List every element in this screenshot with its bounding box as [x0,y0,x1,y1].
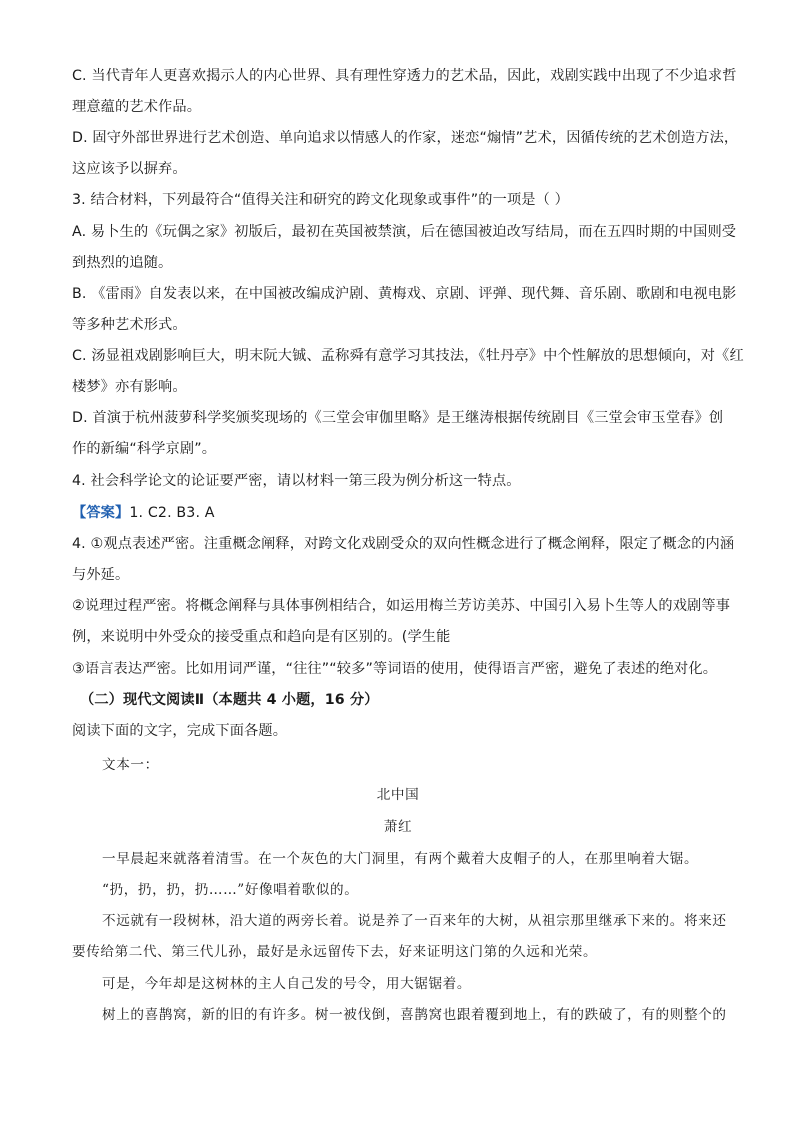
q3-option-d-line-1: D. 首演于杭州菠萝科学奖颁奖现场的《三堂会审伽里略》是王继涛根据传统剧目《三堂会审玉堂春》创 [72,410,724,426]
q2-option-c-line-2: 理意蕴的艺术作品。 [72,99,202,115]
q3-stem: 3. 结合材料，下列最符合“值得关注和研究的跨文化现象或事件”的一项是（ ） [72,192,569,208]
text1-label: 文本一： [102,757,159,773]
q2-option-d-line-1: D. 固守外部世界进行艺术创造、单向追求以情感人的作家，迷恋“煽情”艺术，因循传统的艺术创造方法， [72,130,739,146]
article-author: 萧红 [383,819,413,835]
article-paragraph-5: 树上的喜鹊窝，新的旧的有许多。树一被伐倒，喜鹊窝也跟着覆到地上，有的跌破了，有的则整个的 [102,1007,727,1023]
article-paragraph-2: “扔，扔，扔，扔……”好像唱着歌似的。 [102,882,359,898]
q3-option-b-line-1: B. 《雷雨》自发表以来，在中国被改编成沪剧、黄梅戏、京剧、评弹、现代舞、音乐剧、歌剧和电视电影 [72,286,737,302]
q4-stem: 4. 社会科学论文的论证要严密，请以材料一第三段为例分析这一特点。 [72,473,521,489]
article-paragraph-1: 一早晨起来就落着清雪。在一个灰色的大门洞里，有两个戴着大皮帽子的人，在那里响着大锯。 [102,851,699,867]
answer-label: 【答案】 [72,505,130,521]
answer-4-line-1: 4. ①观点表述严密。注重概念阐释，对跨文化戏剧受众的双向性概念进行了概念阐释，限定了概念的内涵 [72,536,735,552]
q3-option-d-line-2: 作的新编“科学京剧”。 [72,441,217,457]
q2-option-d-line-2: 这应该予以摒弃。 [72,161,187,177]
article-paragraph-3-line-2: 要传给第二代、第三代儿孙，最好是永远留传下去，好来证明这门第的久远和光荣。 [72,944,598,960]
q3-option-c-line-2: 楼梦》亦有影响。 [72,379,187,395]
answer-4-line-3: ②说理过程严密。将概念阐释与具体事例相结合，如运用梅兰芳访美苏、中国引入易卜生等人的戏剧等事 [72,598,731,614]
article-paragraph-4: 可是，今年却是这树林的主人自己发的号令，用大锯锯着。 [102,976,472,992]
q3-option-a-line-2: 到热烈的追随。 [72,255,173,271]
q3-option-a-line-1: A. 易卜生的《玩偶之家》初版后，最初在英国被禁演，后在德国被迫改写结局，而在五四时期的中国则受 [72,224,737,240]
section-heading: （二）现代文阅读Ⅱ（本题共 4 小题，16 分） [80,692,379,708]
q3-option-c-line-1: C. 汤显祖戏剧影响巨大，明末阮大铖、孟称舜有意学习其技法，《牡丹亭》中个性解放的思想倾向，对《红 [72,348,744,364]
article-title: 北中国 [376,787,420,803]
answer-text: 1. C2. B3. A [129,505,215,521]
q2-option-c-line-1: C. 当代青年人更喜欢揭示人的内心世界、具有理性穿透力的艺术品，因此，戏剧实践中出现了不少追求哲 [72,68,737,84]
answer-4-line-4: 例，来说明中外受众的接受重点和趋向是有区别的。(学生能 [72,629,451,645]
answer-line [72,503,724,523]
answer-4-line-5: ③语言表达严密。比如用词严谨，“往往”“较多”等词语的使用，使得语言严密，避免了表述的绝对化。 [72,661,718,677]
article-paragraph-3-line-1: 不远就有一段树林，沿大道的两旁长着。说是养了一百来年的大树，从祖宗那里继承下来的。将来还 [102,913,727,929]
answer-4-line-2: 与外延。 [72,567,130,583]
section-instruction: 阅读下面的文字，完成下面各题。 [72,723,288,739]
q3-option-b-line-2: 等多种艺术形式。 [72,317,187,333]
